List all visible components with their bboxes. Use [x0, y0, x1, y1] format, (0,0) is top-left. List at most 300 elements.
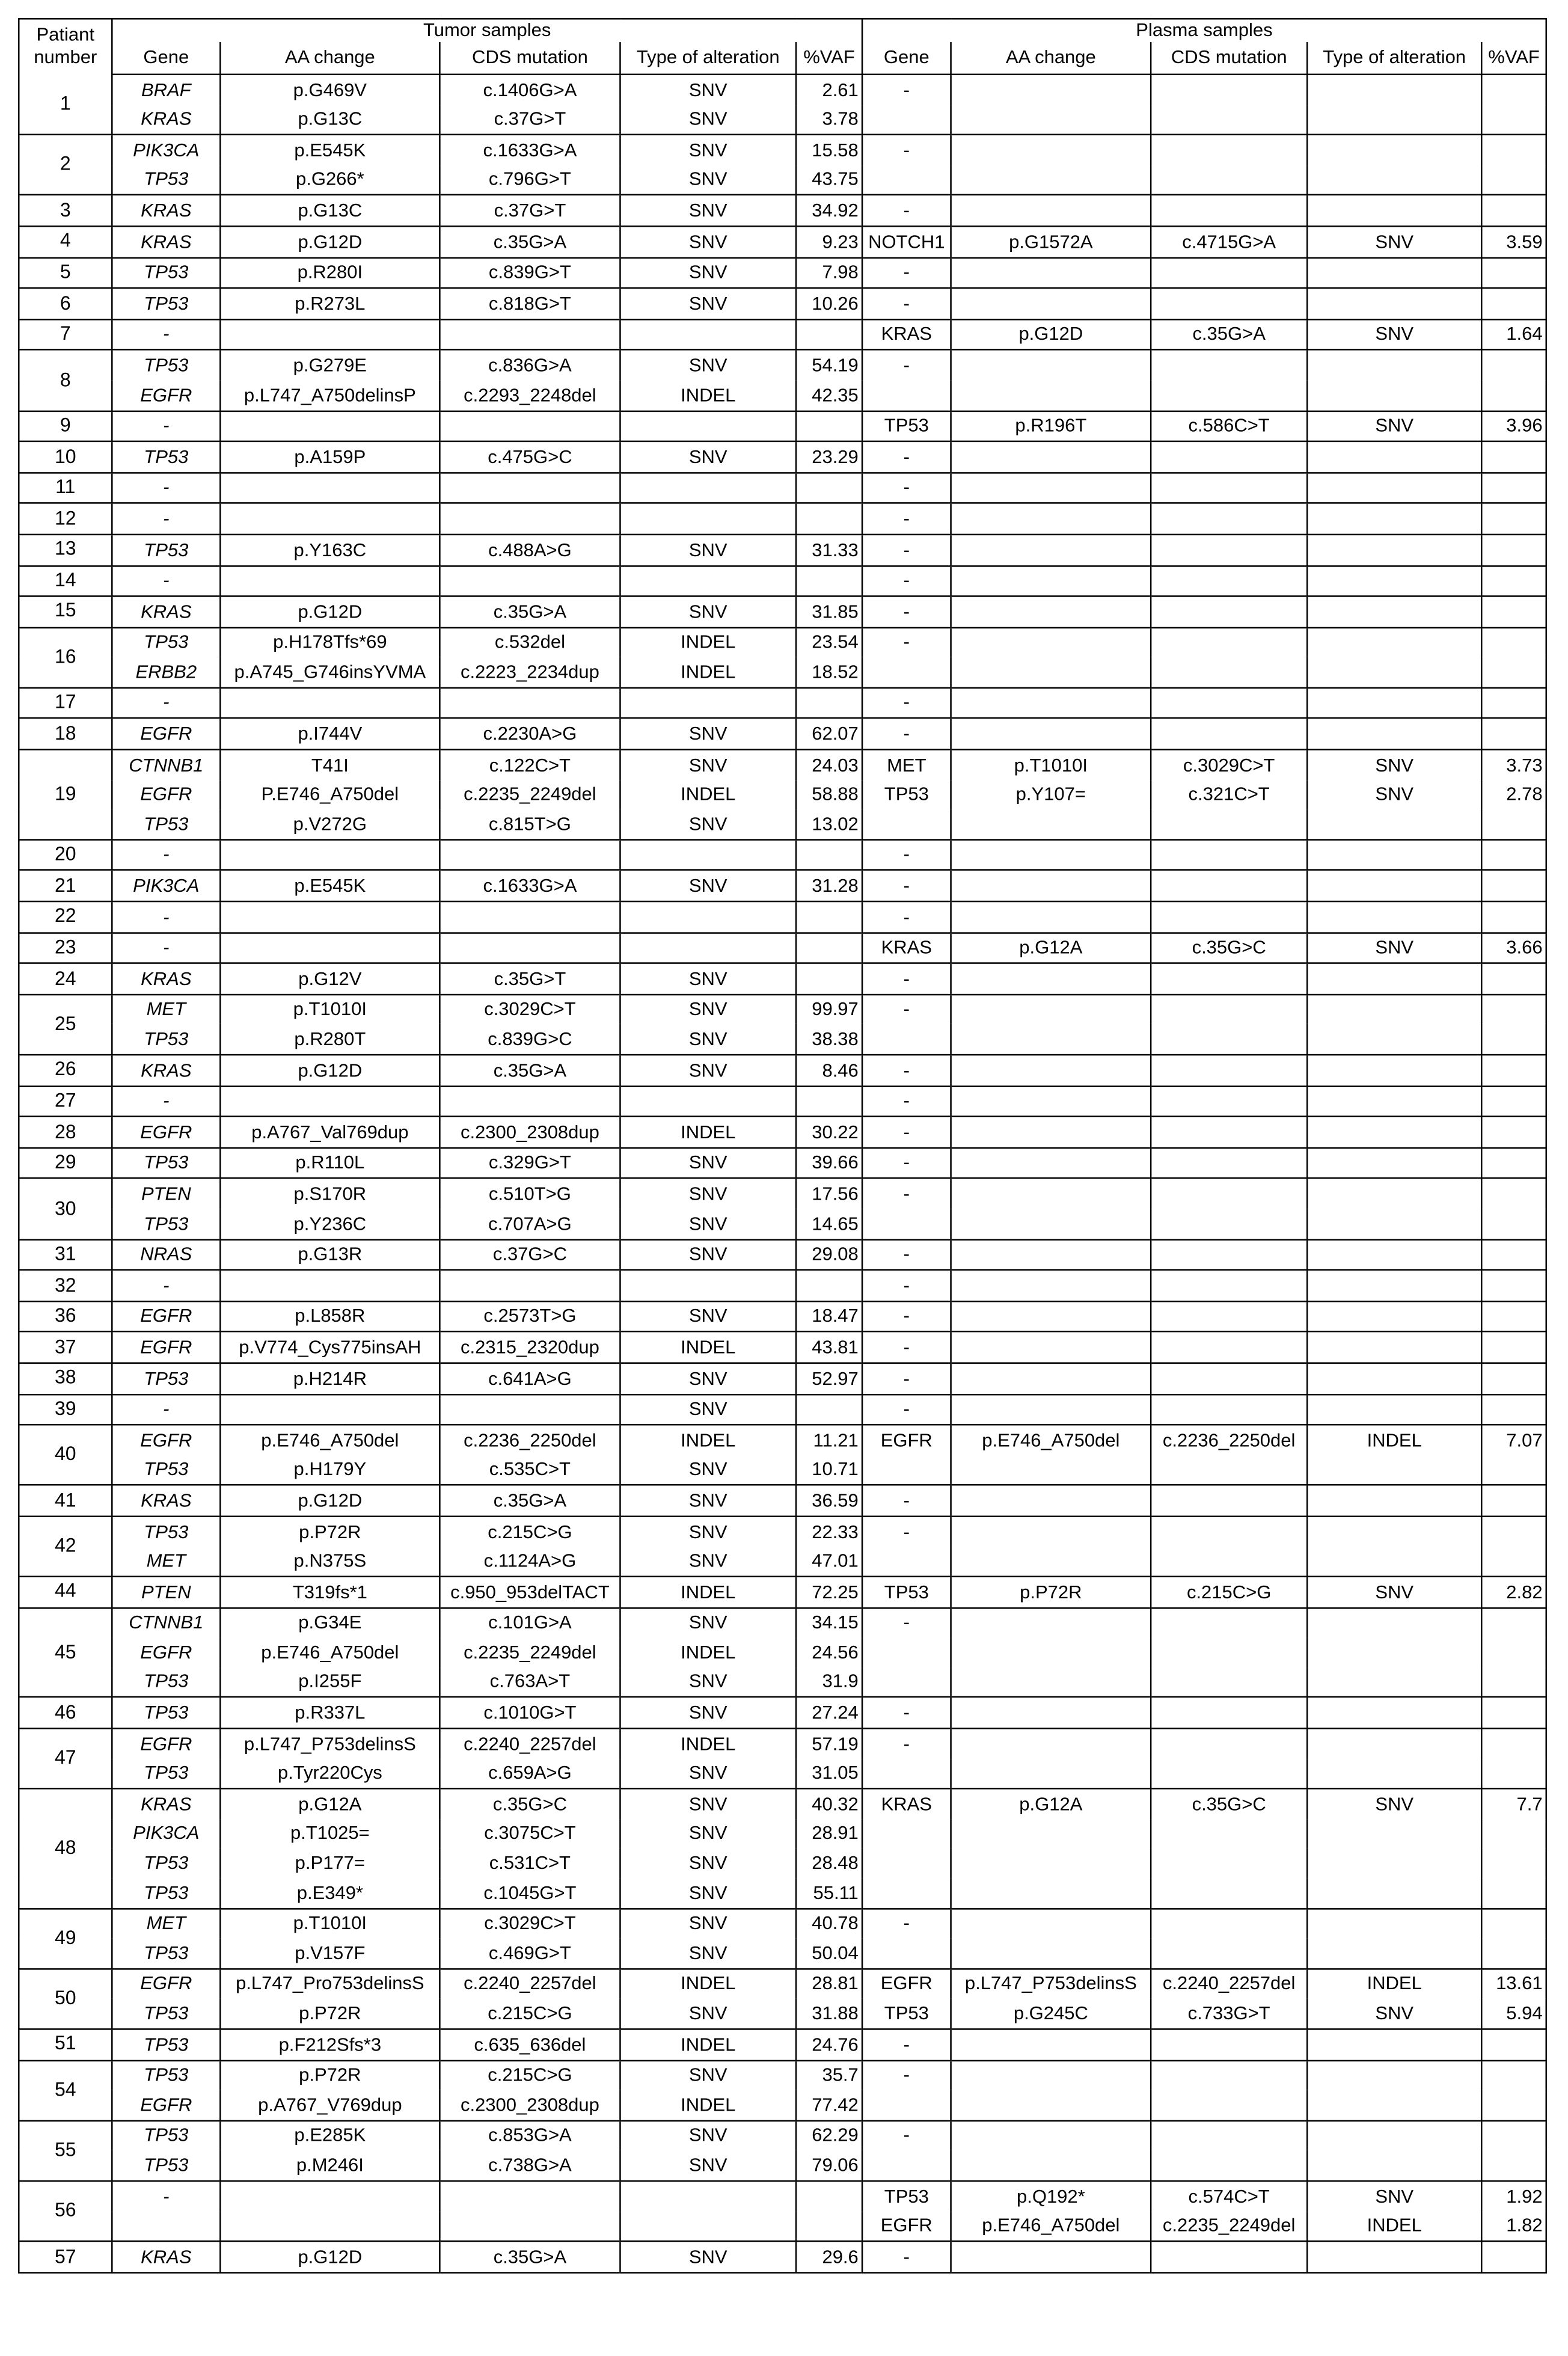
- tumor-gene-cell: PTEN: [112, 1179, 220, 1209]
- table-row: [19, 1819, 1546, 1848]
- tumor-type-cell: INDEL: [620, 780, 796, 809]
- tumor-cds-mutation-cell: c.35G>A: [439, 597, 620, 627]
- plasma-vaf-cell: [1481, 627, 1546, 657]
- tumor-type-cell: SNV: [620, 195, 796, 226]
- patient-group: [19, 963, 1546, 994]
- plasma-type-cell: [1307, 963, 1481, 994]
- plasma-aa-change-cell: [951, 1638, 1151, 1667]
- patient-group: [19, 2181, 1546, 2241]
- tumor-gene-cell: KRAS: [112, 226, 220, 257]
- tumor-type-cell: SNV: [620, 2060, 796, 2090]
- tumor-vaf-cell: 10.71: [796, 1455, 862, 1485]
- tumor-aa-change-cell: p.R280I: [220, 257, 439, 288]
- tumor-cds-mutation-cell: [439, 901, 620, 932]
- plasma-type-cell: [1307, 1239, 1481, 1270]
- plasma-cds-mutation-cell: [1151, 565, 1307, 596]
- patient-number-cell: 6: [19, 288, 112, 319]
- patient-group: [19, 288, 1546, 319]
- tumor-type-cell: SNV: [620, 2151, 796, 2181]
- tumor-cds-mutation-cell: [439, 319, 620, 350]
- tumor-vaf-cell: [796, 933, 862, 963]
- table-row: [19, 350, 1546, 380]
- tumor-type-cell: INDEL: [620, 1332, 796, 1363]
- tumor-gene-cell: [112, 2211, 220, 2241]
- plasma-aa-change-cell: [951, 1848, 1151, 1878]
- plasma-vaf-cell: 2.78: [1481, 780, 1546, 809]
- plasma-type-cell: [1307, 1270, 1481, 1301]
- patient-group: [19, 1698, 1546, 1728]
- plasma-cds-mutation-cell: [1151, 1485, 1307, 1516]
- patient-group: [19, 2120, 1546, 2180]
- tumor-vaf-cell: 40.78: [796, 1908, 862, 1938]
- table-row: [19, 2090, 1546, 2120]
- tumor-gene-cell: NRAS: [112, 1239, 220, 1270]
- plasma-type-cell: [1307, 1878, 1481, 1908]
- plasma-vaf-cell: [1481, 1270, 1546, 1301]
- tumor-gene-cell: KRAS: [112, 1055, 220, 1085]
- tumor-aa-change-cell: p.G13C: [220, 105, 439, 135]
- patient-group: [19, 1728, 1546, 1788]
- plasma-cds-mutation-cell: c.2240_2257del: [1151, 1969, 1307, 1999]
- patient-number-cell: 19: [19, 750, 112, 839]
- tumor-aa-change-cell: p.A745_G746insYVMA: [220, 657, 439, 687]
- plasma-type-cell: [1307, 288, 1481, 319]
- tumor-aa-change-cell: [220, 1086, 439, 1117]
- tumor-aa-change-cell: p.P72R: [220, 1999, 439, 2029]
- plasma-vaf-cell: [1481, 565, 1546, 596]
- plasma-vaf-cell: 1.92: [1481, 2181, 1546, 2211]
- patient-number-cell: 48: [19, 1789, 112, 1908]
- plasma-cds-mutation-cell: [1151, 105, 1307, 135]
- plasma-gene-cell: -: [862, 1908, 951, 1938]
- patient-number-cell: 7: [19, 319, 112, 350]
- tumor-type-cell: SNV: [620, 2241, 796, 2272]
- plasma-type-cell: SNV: [1307, 1789, 1481, 1819]
- tumor-type-cell: [620, 1086, 796, 1117]
- tumor-vaf-header: %VAF: [796, 42, 862, 75]
- tumor-gene-cell: TP53: [112, 288, 220, 319]
- plasma-aa-change-cell: [951, 441, 1151, 472]
- tumor-vaf-cell: 18.52: [796, 657, 862, 687]
- plasma-type-cell: [1307, 165, 1481, 195]
- tumor-vaf-cell: 54.19: [796, 350, 862, 380]
- plasma-aa-change-cell: [951, 963, 1151, 994]
- tumor-vaf-cell: 62.29: [796, 2120, 862, 2150]
- plasma-type-cell: [1307, 2060, 1481, 2090]
- tumor-type-cell: SNV: [620, 135, 796, 165]
- plasma-aa-change-cell: [951, 1086, 1151, 1117]
- tumor-type-cell: SNV: [620, 963, 796, 994]
- plasma-cds-mutation-cell: [1151, 1239, 1307, 1270]
- plasma-gene-cell: [862, 1878, 951, 1908]
- patient-number-cell: 13: [19, 535, 112, 565]
- tumor-gene-cell: KRAS: [112, 963, 220, 994]
- table-row: [19, 1425, 1546, 1455]
- tumor-vaf-cell: 43.75: [796, 165, 862, 195]
- plasma-cds-mutation-cell: c.2236_2250del: [1151, 1425, 1307, 1455]
- tumor-aa-change-header: AA change: [220, 42, 439, 75]
- plasma-gene-cell: -: [862, 1728, 951, 1758]
- plasma-gene-cell: KRAS: [862, 933, 951, 963]
- tumor-cds-mutation-cell: c.2300_2308dup: [439, 2090, 620, 2120]
- plasma-gene-cell: -: [862, 2060, 951, 2090]
- tumor-vaf-cell: [796, 839, 862, 870]
- tumor-cds-mutation-cell: [439, 2181, 620, 2211]
- tumor-aa-change-cell: p.L747_Pro753delinsS: [220, 1969, 439, 1999]
- plasma-vaf-cell: [1481, 2151, 1546, 2181]
- tumor-cds-mutation-cell: c.2240_2257del: [439, 1969, 620, 1999]
- patient-group: [19, 257, 1546, 288]
- patient-number-cell: 49: [19, 1908, 112, 1968]
- plasma-vaf-cell: [1481, 1179, 1546, 1209]
- tumor-aa-change-cell: p.V272G: [220, 809, 439, 839]
- tumor-gene-cell: TP53: [112, 2151, 220, 2181]
- patient-number-cell: 10: [19, 441, 112, 472]
- tumor-vaf-cell: 79.06: [796, 2151, 862, 2181]
- tumor-gene-cell: EGFR: [112, 380, 220, 410]
- tumor-vaf-cell: 28.81: [796, 1969, 862, 1999]
- tumor-type-cell: SNV: [620, 535, 796, 565]
- tumor-vaf-cell: 52.97: [796, 1363, 862, 1394]
- plasma-type-cell: [1307, 2120, 1481, 2150]
- tumor-aa-change-cell: p.Y163C: [220, 535, 439, 565]
- plasma-aa-change-cell: [951, 839, 1151, 870]
- plasma-aa-change-cell: [951, 995, 1151, 1025]
- tumor-type-cell: INDEL: [620, 1728, 796, 1758]
- plasma-type-cell: [1307, 350, 1481, 380]
- table-row: [19, 1969, 1546, 1999]
- patient-number-cell: 47: [19, 1728, 112, 1788]
- plasma-gene-cell: -: [862, 688, 951, 719]
- plasma-vaf-cell: 2.82: [1481, 1577, 1546, 1607]
- tumor-type-cell: SNV: [620, 75, 796, 105]
- tumor-aa-change-cell: p.E746_A750del: [220, 1425, 439, 1455]
- patient-number-cell: 23: [19, 933, 112, 963]
- plasma-vaf-cell: [1481, 2029, 1546, 2060]
- plasma-vaf-cell: [1481, 1086, 1546, 1117]
- patient-number-cell: 18: [19, 719, 112, 749]
- patient-group: [19, 441, 1546, 472]
- tumor-vaf-cell: 30.22: [796, 1117, 862, 1147]
- tumor-vaf-cell: 22.33: [796, 1517, 862, 1547]
- plasma-type-cell: [1307, 1301, 1481, 1332]
- tumor-gene-cell: BRAF: [112, 75, 220, 105]
- plasma-aa-change-cell: [951, 871, 1151, 901]
- tumor-gene-cell: TP53: [112, 1455, 220, 1485]
- patient-group: [19, 411, 1546, 441]
- plasma-type-cell: [1307, 1638, 1481, 1667]
- plasma-vaf-cell: [1481, 1301, 1546, 1332]
- tumor-gene-cell: KRAS: [112, 105, 220, 135]
- patient-number-cell: 32: [19, 1270, 112, 1301]
- plasma-gene-header: Gene: [862, 42, 951, 75]
- plasma-cds-mutation-cell: [1151, 1878, 1307, 1908]
- tumor-gene-cell: EGFR: [112, 1117, 220, 1147]
- plasma-cds-mutation-cell: c.2235_2249del: [1151, 2211, 1307, 2241]
- plasma-gene-cell: -: [862, 441, 951, 472]
- plasma-type-header: Type of alteration: [1307, 42, 1481, 75]
- plasma-cds-mutation-cell: [1151, 75, 1307, 105]
- tumor-gene-cell: MET: [112, 1908, 220, 1938]
- plasma-cds-mutation-cell: [1151, 1025, 1307, 1055]
- tumor-cds-mutation-cell: c.215C>G: [439, 1999, 620, 2029]
- tumor-cds-mutation-cell: [439, 473, 620, 503]
- plasma-vaf-cell: [1481, 1209, 1546, 1239]
- table-row: [19, 411, 1546, 441]
- plasma-vaf-cell: 7.07: [1481, 1425, 1546, 1455]
- tumor-aa-change-cell: [220, 319, 439, 350]
- tumor-type-cell: SNV: [620, 1667, 796, 1698]
- tumor-type-cell: SNV: [620, 1939, 796, 1969]
- tumor-aa-change-cell: p.R280T: [220, 1025, 439, 1055]
- plasma-cds-mutation-header: CDS mutation: [1151, 42, 1307, 75]
- table-row: [19, 1485, 1546, 1516]
- tumor-cds-mutation-cell: c.101G>A: [439, 1608, 620, 1638]
- patient-number-cell: 37: [19, 1332, 112, 1363]
- tumor-vaf-cell: 31.9: [796, 1667, 862, 1698]
- plasma-vaf-cell: [1481, 901, 1546, 932]
- tumor-gene-cell: PIK3CA: [112, 871, 220, 901]
- plasma-vaf-cell: 5.94: [1481, 1999, 1546, 2029]
- tumor-cds-mutation-cell: [439, 1086, 620, 1117]
- plasma-type-cell: [1307, 809, 1481, 839]
- tumor-cds-mutation-cell: c.35G>A: [439, 1055, 620, 1085]
- tumor-cds-mutation-cell: c.641A>G: [439, 1363, 620, 1394]
- tumor-vaf-cell: 57.19: [796, 1728, 862, 1758]
- plasma-type-cell: [1307, 871, 1481, 901]
- tumor-vaf-cell: [796, 963, 862, 994]
- tumor-type-header: Type of alteration: [620, 42, 796, 75]
- plasma-vaf-cell: [1481, 1332, 1546, 1363]
- plasma-aa-change-cell: [951, 597, 1151, 627]
- plasma-aa-change-header: AA change: [951, 42, 1151, 75]
- plasma-vaf-cell: [1481, 257, 1546, 288]
- tumor-vaf-cell: 18.47: [796, 1301, 862, 1332]
- patient-number-cell: 17: [19, 688, 112, 719]
- plasma-type-cell: [1307, 195, 1481, 226]
- plasma-cds-mutation-cell: [1151, 1939, 1307, 1969]
- patient-group: [19, 1608, 1546, 1698]
- tumor-type-cell: [620, 319, 796, 350]
- tumor-cds-mutation-cell: c.707A>G: [439, 1209, 620, 1239]
- plasma-vaf-cell: [1481, 1608, 1546, 1638]
- plasma-vaf-header: %VAF: [1481, 42, 1546, 75]
- plasma-type-cell: [1307, 1939, 1481, 1969]
- tumor-vaf-cell: 28.48: [796, 1848, 862, 1878]
- tumor-type-cell: SNV: [620, 1789, 796, 1819]
- tumor-type-cell: [620, 2181, 796, 2211]
- tumor-type-cell: SNV: [620, 1999, 796, 2029]
- plasma-aa-change-cell: [951, 257, 1151, 288]
- patient-number-cell: 20: [19, 839, 112, 870]
- patient-number-cell: 45: [19, 1608, 112, 1698]
- table-row: [19, 688, 1546, 719]
- tumor-vaf-cell: 24.56: [796, 1638, 862, 1667]
- plasma-gene-cell: TP53: [862, 780, 951, 809]
- patient-group: [19, 750, 1546, 839]
- tumor-cds-mutation-cell: [439, 2211, 620, 2241]
- plasma-vaf-cell: 1.82: [1481, 2211, 1546, 2241]
- tumor-vaf-cell: 8.46: [796, 1055, 862, 1085]
- patient-group: [19, 503, 1546, 534]
- tumor-aa-change-cell: p.T1010I: [220, 995, 439, 1025]
- tumor-aa-change-cell: T41I: [220, 750, 439, 780]
- table-row: [19, 1667, 1546, 1698]
- table-row: [19, 657, 1546, 687]
- plasma-cds-mutation-cell: [1151, 1608, 1307, 1638]
- plasma-vaf-cell: [1481, 597, 1546, 627]
- tumor-gene-cell: TP53: [112, 2120, 220, 2150]
- plasma-type-cell: [1307, 2090, 1481, 2120]
- table-row: [19, 565, 1546, 596]
- tumor-cds-mutation-cell: c.35G>C: [439, 1789, 620, 1819]
- tumor-type-cell: SNV: [620, 750, 796, 780]
- plasma-gene-cell: [862, 1759, 951, 1789]
- tumor-type-cell: SNV: [620, 1025, 796, 1055]
- table-row: [19, 473, 1546, 503]
- plasma-type-cell: SNV: [1307, 411, 1481, 441]
- tumor-aa-change-cell: p.E285K: [220, 2120, 439, 2150]
- plasma-gene-cell: [862, 105, 951, 135]
- plasma-type-cell: [1307, 2151, 1481, 2181]
- tumor-aa-change-cell: p.G34E: [220, 1608, 439, 1638]
- plasma-aa-change-cell: p.L747_P753delinsS: [951, 1969, 1151, 1999]
- plasma-vaf-cell: [1481, 1517, 1546, 1547]
- plasma-gene-cell: -: [862, 839, 951, 870]
- table-row: [19, 1239, 1546, 1270]
- tumor-gene-cell: EGFR: [112, 780, 220, 809]
- table-row: [19, 319, 1546, 350]
- plasma-gene-cell: [862, 380, 951, 410]
- plasma-cds-mutation-cell: c.35G>C: [1151, 1789, 1307, 1819]
- patient-number-cell: 41: [19, 1485, 112, 1516]
- plasma-vaf-cell: [1481, 350, 1546, 380]
- tumor-vaf-cell: 14.65: [796, 1209, 862, 1239]
- plasma-type-cell: [1307, 105, 1481, 135]
- plasma-gene-cell: KRAS: [862, 319, 951, 350]
- table-row: [19, 2060, 1546, 2090]
- tumor-aa-change-cell: p.L747_A750delinsP: [220, 380, 439, 410]
- tumor-cds-mutation-cell: c.2293_2248del: [439, 380, 620, 410]
- tumor-aa-change-cell: p.R337L: [220, 1698, 439, 1728]
- plasma-aa-change-cell: [951, 75, 1151, 105]
- plasma-gene-cell: -: [862, 1086, 951, 1117]
- tumor-vaf-cell: [796, 1394, 862, 1425]
- plasma-cds-mutation-cell: [1151, 963, 1307, 994]
- plasma-type-cell: [1307, 1517, 1481, 1547]
- plasma-vaf-cell: [1481, 657, 1546, 687]
- tumor-vaf-cell: 43.81: [796, 1332, 862, 1363]
- tumor-vaf-cell: 29.6: [796, 2241, 862, 2272]
- tumor-aa-change-cell: p.P177=: [220, 1848, 439, 1878]
- plasma-aa-change-cell: [951, 1239, 1151, 1270]
- plasma-gene-cell: TP53: [862, 1577, 951, 1607]
- patient-group: [19, 871, 1546, 901]
- tumor-cds-mutation-cell: c.853G>A: [439, 2120, 620, 2150]
- plasma-cds-mutation-cell: [1151, 1728, 1307, 1758]
- patient-number-cell: 11: [19, 473, 112, 503]
- plasma-gene-cell: EGFR: [862, 1969, 951, 1999]
- tumor-type-cell: SNV: [620, 995, 796, 1025]
- patient-number-cell: 28: [19, 1117, 112, 1147]
- tumor-vaf-cell: 31.28: [796, 871, 862, 901]
- plasma-vaf-cell: [1481, 1667, 1546, 1698]
- plasma-aa-change-cell: [951, 1759, 1151, 1789]
- patient-group: [19, 1363, 1546, 1394]
- tumor-gene-cell: MET: [112, 995, 220, 1025]
- tumor-type-cell: [620, 503, 796, 534]
- plasma-gene-cell: [862, 2090, 951, 2120]
- patient-number-cell: 5: [19, 257, 112, 288]
- tumor-aa-change-cell: p.G12V: [220, 963, 439, 994]
- tumor-type-cell: [620, 565, 796, 596]
- tumor-type-cell: SNV: [620, 165, 796, 195]
- tumor-type-cell: [620, 688, 796, 719]
- table-row: [19, 503, 1546, 534]
- tumor-cds-mutation-cell: c.1633G>A: [439, 871, 620, 901]
- tumor-type-cell: SNV: [620, 1608, 796, 1638]
- plasma-vaf-cell: 3.73: [1481, 750, 1546, 780]
- tumor-vaf-cell: [796, 2211, 862, 2241]
- tumor-type-cell: [620, 933, 796, 963]
- plasma-type-cell: [1307, 1485, 1481, 1516]
- tumor-gene-cell: EGFR: [112, 1425, 220, 1455]
- plasma-aa-change-cell: [951, 135, 1151, 165]
- plasma-type-cell: [1307, 2029, 1481, 2060]
- tumor-vaf-cell: 11.21: [796, 1425, 862, 1455]
- tumor-type-cell: SNV: [620, 1239, 796, 1270]
- patient-number-cell: 51: [19, 2029, 112, 2060]
- plasma-cds-mutation-cell: [1151, 1179, 1307, 1209]
- plasma-type-cell: [1307, 1819, 1481, 1848]
- tumor-gene-cell: TP53: [112, 441, 220, 472]
- tumor-vaf-cell: 13.02: [796, 809, 862, 839]
- tumor-cds-mutation-cell: c.796G>T: [439, 165, 620, 195]
- plasma-vaf-cell: [1481, 1638, 1546, 1667]
- tumor-aa-change-cell: p.G13R: [220, 1239, 439, 1270]
- patient-group: [19, 1425, 1546, 1485]
- patient-group: [19, 350, 1546, 410]
- plasma-aa-change-cell: [951, 2090, 1151, 2120]
- plasma-vaf-cell: [1481, 1363, 1546, 1394]
- plasma-aa-change-cell: p.R196T: [951, 411, 1151, 441]
- plasma-type-cell: SNV: [1307, 1999, 1481, 2029]
- plasma-gene-cell: -: [862, 1055, 951, 1085]
- plasma-cds-mutation-cell: [1151, 2029, 1307, 2060]
- plasma-gene-cell: -: [862, 135, 951, 165]
- plasma-gene-cell: -: [862, 1179, 951, 1209]
- plasma-vaf-cell: [1481, 2241, 1546, 2272]
- tumor-gene-cell: -: [112, 839, 220, 870]
- plasma-type-cell: [1307, 1608, 1481, 1638]
- plasma-vaf-cell: [1481, 75, 1546, 105]
- table-row: [19, 1908, 1546, 1938]
- tumor-cds-mutation-cell: c.3029C>T: [439, 995, 620, 1025]
- patient-number-cell: 55: [19, 2120, 112, 2180]
- patient-number-cell: 57: [19, 2241, 112, 2272]
- patient-number-cell: 44: [19, 1577, 112, 1607]
- tumor-cds-mutation-cell: c.2300_2308dup: [439, 1117, 620, 1147]
- patient-group: [19, 473, 1546, 503]
- tumor-gene-cell: -: [112, 503, 220, 534]
- plasma-cds-mutation-cell: [1151, 809, 1307, 839]
- tumor-vaf-cell: 17.56: [796, 1179, 862, 1209]
- tumor-aa-change-cell: p.M246I: [220, 2151, 439, 2181]
- table-row: [19, 963, 1546, 994]
- plasma-type-cell: [1307, 1728, 1481, 1758]
- plasma-vaf-cell: [1481, 1848, 1546, 1878]
- tumor-vaf-cell: 31.88: [796, 1999, 862, 2029]
